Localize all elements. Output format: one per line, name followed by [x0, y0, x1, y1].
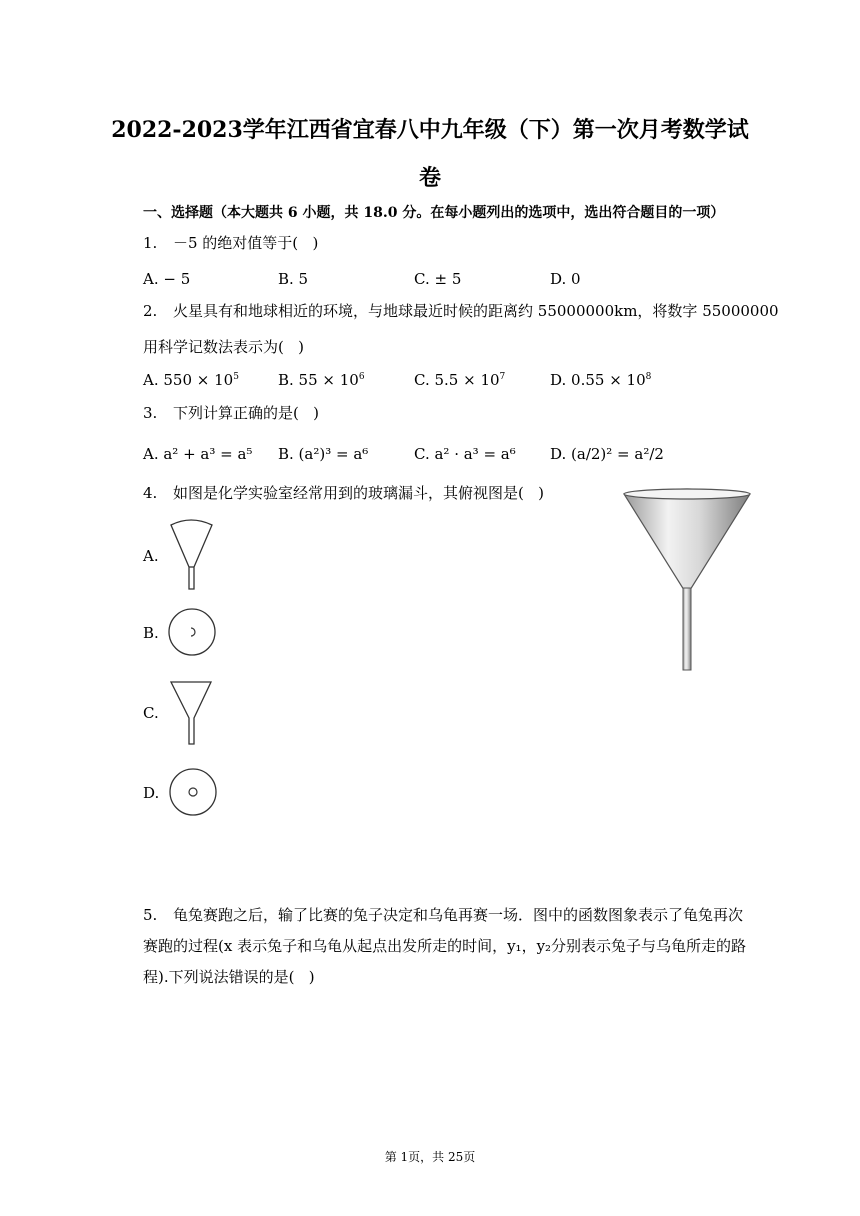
title-line-2: 卷	[418, 165, 441, 191]
question-number: 3.	[143, 404, 158, 422]
question-5	[143, 900, 743, 931]
funnel-front-view-a-icon	[170, 517, 216, 592]
question-2	[143, 296, 779, 327]
question-text: －5 的绝对值等于( )	[173, 234, 319, 252]
option-c: C. ± 5	[414, 270, 462, 288]
question-5-line-3: 程).下列说法错误的是( )	[143, 968, 315, 986]
section-heading: 一、选择题（本大题共 6 小题，共 18.0 分。在每小题列出的选项中，选出符合题目的一项）	[143, 205, 725, 221]
title-line-1: 2022-2023学年江西省宜春八中九年级（下）第一次月考数学试	[111, 117, 749, 143]
page-footer: 第 1页，共 25页	[384, 1150, 476, 1164]
option-c: C. $5.5 \times 10^7$	[414, 371, 506, 389]
question-4	[143, 478, 544, 509]
option-d: D. (a/2)² = a²/2	[550, 445, 664, 463]
question-text-line-1: 龟兔赛跑之后，输了比赛的兔子决定和乌龟再赛一场．图中的函数图象表示了龟兔再次	[173, 906, 744, 924]
question-text: 下列计算正确的是( )	[173, 404, 320, 422]
question-text-line-1: 火星具有和地球相近的环境，与地球最近时候的距离约 55000000km，将数字 55000000	[173, 302, 779, 320]
option-a: A. − 5	[143, 270, 191, 288]
page-title	[100, 106, 760, 202]
funnel-front-view-c-icon	[170, 680, 216, 748]
option-a: A. a² + a³ = a⁵	[143, 445, 253, 463]
question-1	[143, 228, 318, 259]
option-b: B. (a²)³ = a⁶	[278, 445, 369, 463]
question-number: 1.	[143, 234, 158, 252]
question-number: 2.	[143, 302, 158, 320]
funnel-top-view-d-icon	[169, 768, 219, 818]
funnel-illustration	[620, 488, 755, 678]
option-d: D. $0.55 \times 10^8$	[550, 371, 652, 389]
question-number: 4.	[143, 484, 158, 502]
question-number: 5.	[143, 906, 158, 924]
question-text: 如图是化学实验室经常用到的玻璃漏斗，其俯视图是( )	[173, 484, 545, 502]
option-b: B. 5	[278, 270, 309, 288]
question-5-line-2: 赛跑的过程(x 表示兔子和乌龟从起点出发所走的时间，y₁，y₂分别表示兔子与乌龟所走的路	[143, 937, 747, 955]
option-d: D. 0	[550, 270, 581, 288]
funnel-top-view-b-icon	[168, 608, 218, 658]
option-a: A. $550 \times 10^5$	[143, 371, 239, 389]
option-b: B. $55 \times 10^6$	[278, 371, 365, 389]
question-2-line-2: 用科学记数法表示为( )	[143, 338, 305, 356]
question-3	[143, 398, 319, 429]
option-c: C. a² · a³ = a⁶	[414, 445, 516, 463]
